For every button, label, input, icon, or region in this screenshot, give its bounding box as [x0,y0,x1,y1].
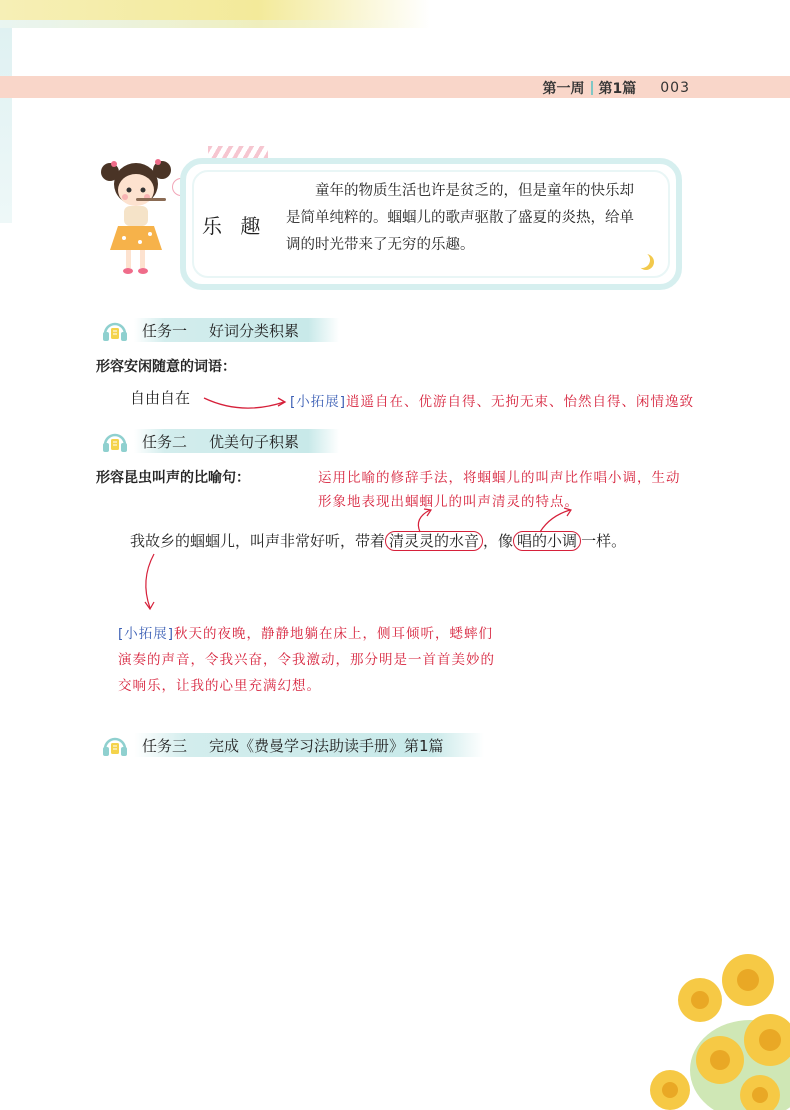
headphones-icon [100,427,130,455]
task2-bar [134,429,339,453]
lesson-label: 第1篇 [598,81,637,97]
headphones-icon [100,316,130,344]
chrysanthemum-decoration [630,920,790,1110]
task1-extend [290,390,694,410]
task2-title: 优美句子积累 [209,432,300,451]
task2-sentence [130,530,626,551]
task1-extend-words: 逍遥自在、优游自得、无拘无束、怡然自得、闲情逸致 [346,394,695,410]
sentence-part: 一样。 [581,532,627,550]
task3-bar [134,733,484,757]
moon-icon [634,252,650,268]
task2-extend-line3: 交响乐，让我的心里充满幻想。 [118,678,321,694]
week-label: 第一周 [542,81,585,97]
arrow-icon [202,392,288,412]
task2-extend-text1: 秋天的夜晚，静静地躺在床上，侧耳倾听，蟋蟀们 [174,626,494,642]
task2-annotation-line2: 形象地表现出蝈蝈儿的叫声清灵的特点。 [318,494,579,510]
running-header [543,78,690,98]
extend-tag: [小拓展] [290,394,347,410]
task3-number: 任务三 [142,736,188,755]
task2-prompt: 形容昆虫叫声的比喻句： [96,470,250,486]
intro-label: 乐 趣 [202,214,267,238]
top-decoration [0,0,430,28]
header-separator [591,81,593,95]
left-decoration-stripe [0,28,12,223]
task1-bar [134,318,339,342]
task2-number: 任务二 [142,432,188,451]
intro-text: 童年的物质生活也许是贫乏的，但是童年的快乐却是简单纯粹的。蝈蝈儿的歌声驱散了盛夏的炎热，给单调的时光带来了无穷的乐趣。 [286,183,634,253]
extend-tag: [小拓展] [118,626,175,642]
task3-title: 完成《费曼学习法助读手册》第1篇 [209,736,444,755]
task2-extend-line2: 演奏的声音，令我兴奋，令我激动，那分明是一首首美妙的 [118,652,495,668]
task1-title: 好词分类积累 [209,321,300,340]
sentence-part: 我故乡的蝈蝈儿，叫声非常好听，带着 [130,532,386,550]
headphones-icon [100,731,130,759]
task2-extend-line1 [118,622,493,642]
task1-number: 任务一 [142,321,188,340]
down-arrow-icon [134,552,164,612]
task1-header [100,316,339,344]
task2-annotation-line1: 运用比喻的修辞手法，将蝈蝈儿的叫声比作唱小调，生动 [318,470,681,486]
task3-header [100,731,484,759]
circled-phrase: 清灵灵的水音 [385,531,483,551]
task2-header [100,427,339,455]
sentence-part: ，像 [483,532,514,550]
task1-word: 自由自在 [130,389,191,407]
task1-prompt: 形容安闲随意的词语： [96,359,236,375]
circled-phrase: 唱的小调 [513,531,581,551]
page-number: 003 [660,80,690,96]
